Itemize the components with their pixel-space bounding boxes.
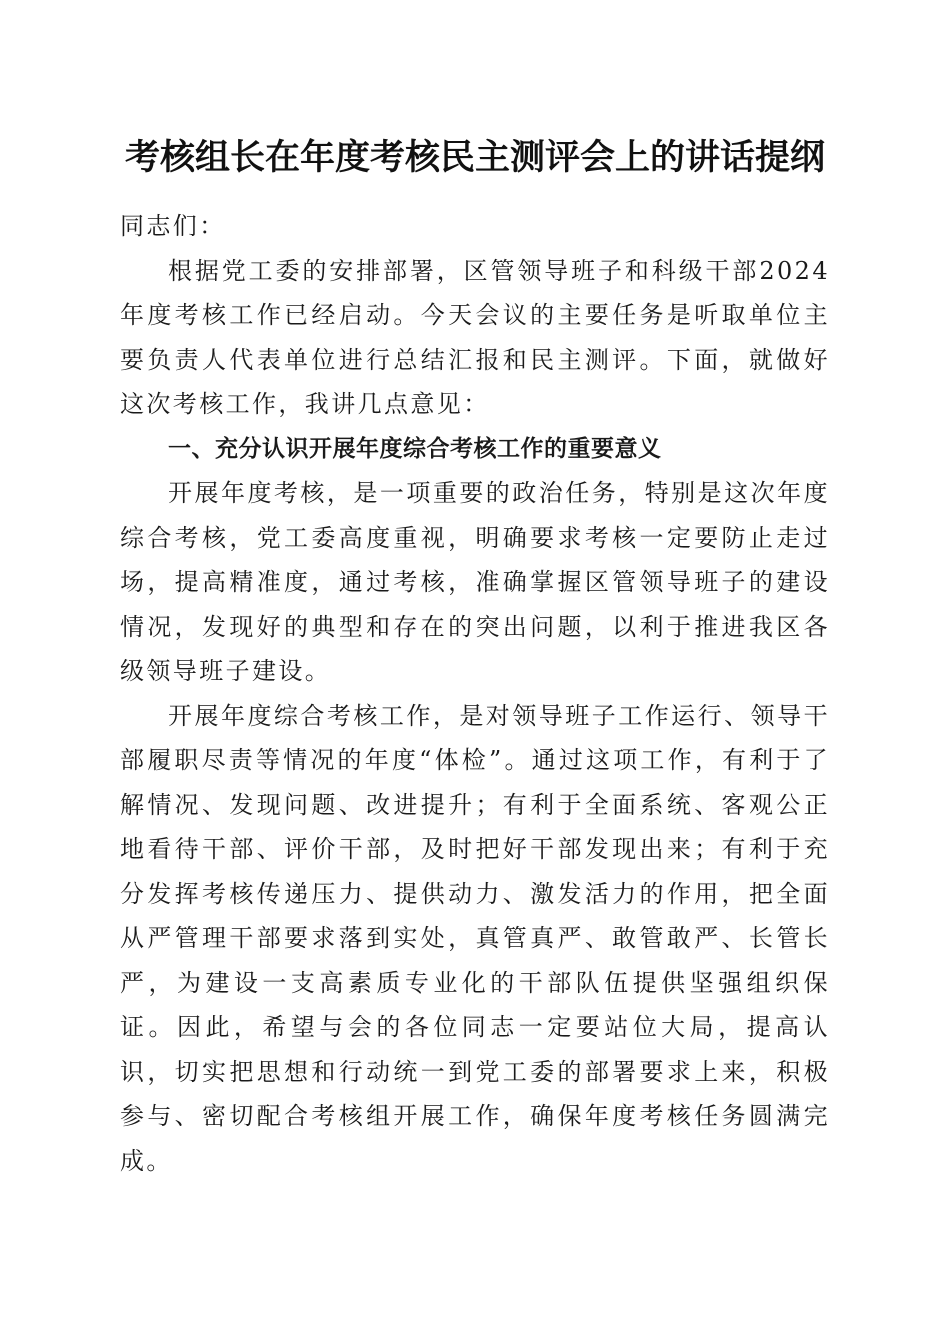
body-paragraph: 开展年度综合考核工作，是对领导班子工作运行、领导干部履职尽责等情况的年度“体检”。通过这项工作，有利于了解情况、发现问题、改进提升；有利于全面系统、客观公正地看待干部、评价干部，及时把好干部发现出来；有利于充分发挥考核传递压力、提供动力、激发活力的作用，把全面从严管理干部要求落到实处，真管真严、敢管敢严、长管长严，为建设一支高素质专业化的干部队伍提供坚强组织保证。因此，希望与会的各位同志一定要站位大局，提高认识，切实把思想和行动统一到党工委的部署要求上来，积极参与、密切配合考核组开展工作，确保年度考核任务圆满完成。: [120, 701, 830, 1175]
section-heading-1: 一、充分认识开展年度综合考核工作的重要意义: [168, 435, 662, 462]
salutation: 同志们：: [120, 212, 226, 240]
document-body: [120, 204, 830, 1183]
body-paragraph: 开展年度考核，是一项重要的政治任务，特别是这次年度综合考核，党工委高度重视，明确要求考核一定要防止走过场，提高精准度，通过考核，准确掌握区管领导班子的建设情况，发现好的典型和存在的突出问题，以利于推进我区各级领导班子建设。: [120, 479, 830, 685]
intro-paragraph: 根据党工委的安排部署，区管领导班子和科级干部2024年度考核工作已经启动。今天会议的主要任务是听取单位主要负责人代表单位进行总结汇报和民主测评。下面，就做好这次考核工作，我讲几点意见：: [120, 256, 830, 418]
document-title: 考核组长在年度考核民主测评会上的讲话提纲: [124, 137, 825, 178]
